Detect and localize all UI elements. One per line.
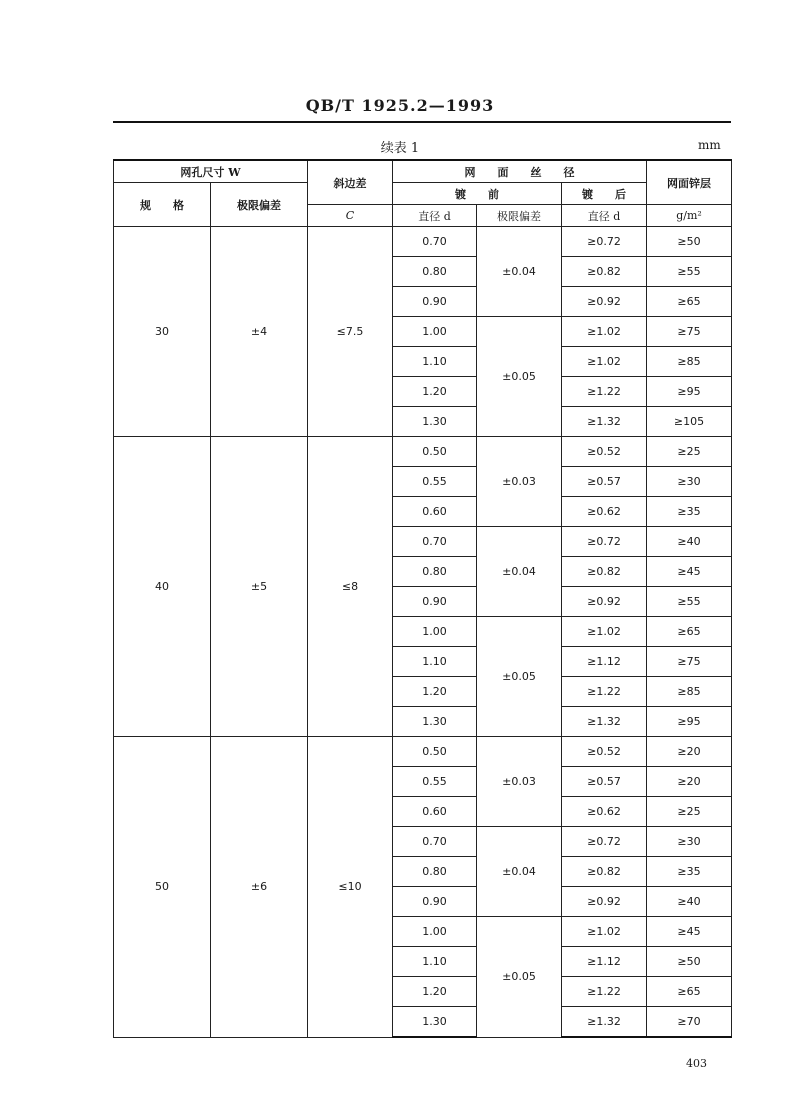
cell-diameter: 0.80	[393, 557, 477, 587]
cell-diameter: 0.70	[393, 227, 477, 257]
cell-diameter: 0.90	[393, 887, 477, 917]
cell-deviation: ±4	[211, 227, 308, 437]
cell-zinc: ≥65	[647, 977, 732, 1007]
cell-diameter: 1.20	[393, 977, 477, 1007]
cell-wire-tolerance: ±0.05	[477, 617, 562, 737]
cell-diameter: 0.90	[393, 287, 477, 317]
cell-diameter-after: ≥0.62	[562, 497, 647, 527]
cell-zinc: ≥40	[647, 887, 732, 917]
cell-zinc: ≥50	[647, 227, 732, 257]
cell-zinc: ≥45	[647, 917, 732, 947]
cell-zinc: ≥95	[647, 377, 732, 407]
table-row	[114, 227, 732, 257]
header-skew-symbol: C	[308, 205, 393, 227]
cell-spec: 30	[114, 227, 211, 437]
cell-diameter: 1.30	[393, 407, 477, 437]
cell-wire-tolerance: ±0.03	[477, 437, 562, 527]
cell-diameter-after: ≥1.32	[562, 707, 647, 737]
cell-diameter: 0.50	[393, 437, 477, 467]
cell-diameter-after: ≥0.82	[562, 557, 647, 587]
cell-zinc: ≥30	[647, 827, 732, 857]
cell-zinc: ≥20	[647, 767, 732, 797]
cell-diameter-after: ≥1.22	[562, 677, 647, 707]
cell-zinc: ≥30	[647, 467, 732, 497]
header-limit-deviation: 极限偏差	[211, 183, 308, 227]
spec-table	[113, 159, 732, 1038]
cell-zinc: ≥65	[647, 287, 732, 317]
cell-diameter-after: ≥1.32	[562, 407, 647, 437]
cell-diameter: 0.70	[393, 527, 477, 557]
cell-diameter-after: ≥1.02	[562, 317, 647, 347]
cell-diameter: 1.20	[393, 377, 477, 407]
cell-diameter: 1.20	[393, 677, 477, 707]
cell-zinc: ≥25	[647, 797, 732, 827]
cell-zinc: ≥85	[647, 677, 732, 707]
cell-diameter-after: ≥0.72	[562, 227, 647, 257]
cell-spec: 50	[114, 737, 211, 1038]
header-diameter: 直径 d	[393, 205, 477, 227]
cell-zinc: ≥95	[647, 707, 732, 737]
cell-diameter-after: ≥1.02	[562, 347, 647, 377]
cell-diameter: 1.00	[393, 317, 477, 347]
cell-diameter-after: ≥0.92	[562, 887, 647, 917]
cell-zinc: ≥75	[647, 317, 732, 347]
cell-diameter-after: ≥1.02	[562, 617, 647, 647]
cell-zinc: ≥35	[647, 497, 732, 527]
header-rule	[113, 121, 731, 123]
header-mesh-size: 网孔尺寸 W	[114, 160, 308, 183]
cell-diameter: 0.80	[393, 257, 477, 287]
table-row	[114, 437, 732, 467]
cell-skew: ≤10	[308, 737, 393, 1038]
cell-zinc: ≥55	[647, 587, 732, 617]
cell-zinc: ≥65	[647, 617, 732, 647]
cell-zinc: ≥45	[647, 557, 732, 587]
cell-wire-tolerance: ±0.04	[477, 227, 562, 317]
cell-diameter: 0.55	[393, 767, 477, 797]
unit-label: mm	[698, 138, 721, 152]
cell-diameter-after: ≥0.82	[562, 257, 647, 287]
cell-diameter-after: ≥0.52	[562, 737, 647, 767]
cell-diameter: 0.70	[393, 827, 477, 857]
cell-diameter: 1.30	[393, 707, 477, 737]
header-diameter-after: 直径 d	[562, 205, 647, 227]
cell-diameter: 0.60	[393, 497, 477, 527]
table-row	[114, 737, 732, 767]
page-number: 403	[686, 1057, 707, 1070]
cell-wire-tolerance: ±0.03	[477, 737, 562, 827]
cell-diameter: 1.30	[393, 1007, 477, 1038]
cell-diameter: 1.00	[393, 917, 477, 947]
standard-code: QB/T 1925.2—1993	[305, 96, 495, 115]
cell-diameter: 0.80	[393, 857, 477, 887]
cell-wire-tolerance: ±0.05	[477, 317, 562, 437]
cell-diameter-after: ≥0.72	[562, 827, 647, 857]
cell-diameter-after: ≥0.57	[562, 467, 647, 497]
cell-diameter-after: ≥0.92	[562, 287, 647, 317]
cell-diameter: 0.55	[393, 467, 477, 497]
header-before-plating: 镀 前	[393, 183, 562, 205]
cell-diameter-after: ≥1.32	[562, 1007, 647, 1038]
cell-diameter: 0.60	[393, 797, 477, 827]
cell-diameter-after: ≥0.72	[562, 527, 647, 557]
cell-diameter: 0.50	[393, 737, 477, 767]
cell-diameter-after: ≥1.12	[562, 647, 647, 677]
cell-spec: 40	[114, 437, 211, 737]
header-skew: 斜边差	[308, 160, 393, 205]
cell-diameter-after: ≥1.12	[562, 947, 647, 977]
cell-diameter-after: ≥0.57	[562, 767, 647, 797]
table-caption: 续表 1	[380, 141, 420, 156]
cell-diameter-after: ≥1.22	[562, 377, 647, 407]
cell-diameter-after: ≥0.92	[562, 587, 647, 617]
cell-diameter-after: ≥0.52	[562, 437, 647, 467]
header-zinc-layer: 网面锌层	[647, 160, 732, 205]
cell-deviation: ±5	[211, 437, 308, 737]
cell-zinc: ≥85	[647, 347, 732, 377]
cell-diameter-after: ≥0.82	[562, 857, 647, 887]
cell-diameter-after: ≥1.22	[562, 977, 647, 1007]
table-header	[114, 160, 732, 227]
header-zinc-unit: g/m²	[647, 205, 732, 227]
cell-zinc: ≥25	[647, 437, 732, 467]
cell-diameter-after: ≥1.02	[562, 917, 647, 947]
cell-diameter: 1.10	[393, 647, 477, 677]
cell-zinc: ≥75	[647, 647, 732, 677]
cell-zinc: ≥105	[647, 407, 732, 437]
cell-skew: ≤8	[308, 437, 393, 737]
cell-wire-tolerance: ±0.04	[477, 827, 562, 917]
cell-zinc: ≥50	[647, 947, 732, 977]
cell-deviation: ±6	[211, 737, 308, 1038]
cell-wire-tolerance: ±0.04	[477, 527, 562, 617]
table-body	[114, 227, 732, 1038]
cell-zinc: ≥55	[647, 257, 732, 287]
cell-diameter: 1.00	[393, 617, 477, 647]
cell-diameter-after: ≥0.62	[562, 797, 647, 827]
header-after-plating: 镀 后	[562, 183, 647, 205]
header-wire-limit-deviation: 极限偏差	[477, 205, 562, 227]
cell-zinc: ≥20	[647, 737, 732, 767]
cell-wire-tolerance: ±0.05	[477, 917, 562, 1038]
cell-zinc: ≥35	[647, 857, 732, 887]
header-wire-diameter: 网 面 丝 径	[393, 160, 647, 183]
cell-zinc: ≥70	[647, 1007, 732, 1038]
cell-zinc: ≥40	[647, 527, 732, 557]
cell-diameter: 0.90	[393, 587, 477, 617]
cell-diameter: 1.10	[393, 947, 477, 977]
cell-diameter: 1.10	[393, 347, 477, 377]
header-spec: 规 格	[114, 183, 211, 227]
cell-skew: ≤7.5	[308, 227, 393, 437]
